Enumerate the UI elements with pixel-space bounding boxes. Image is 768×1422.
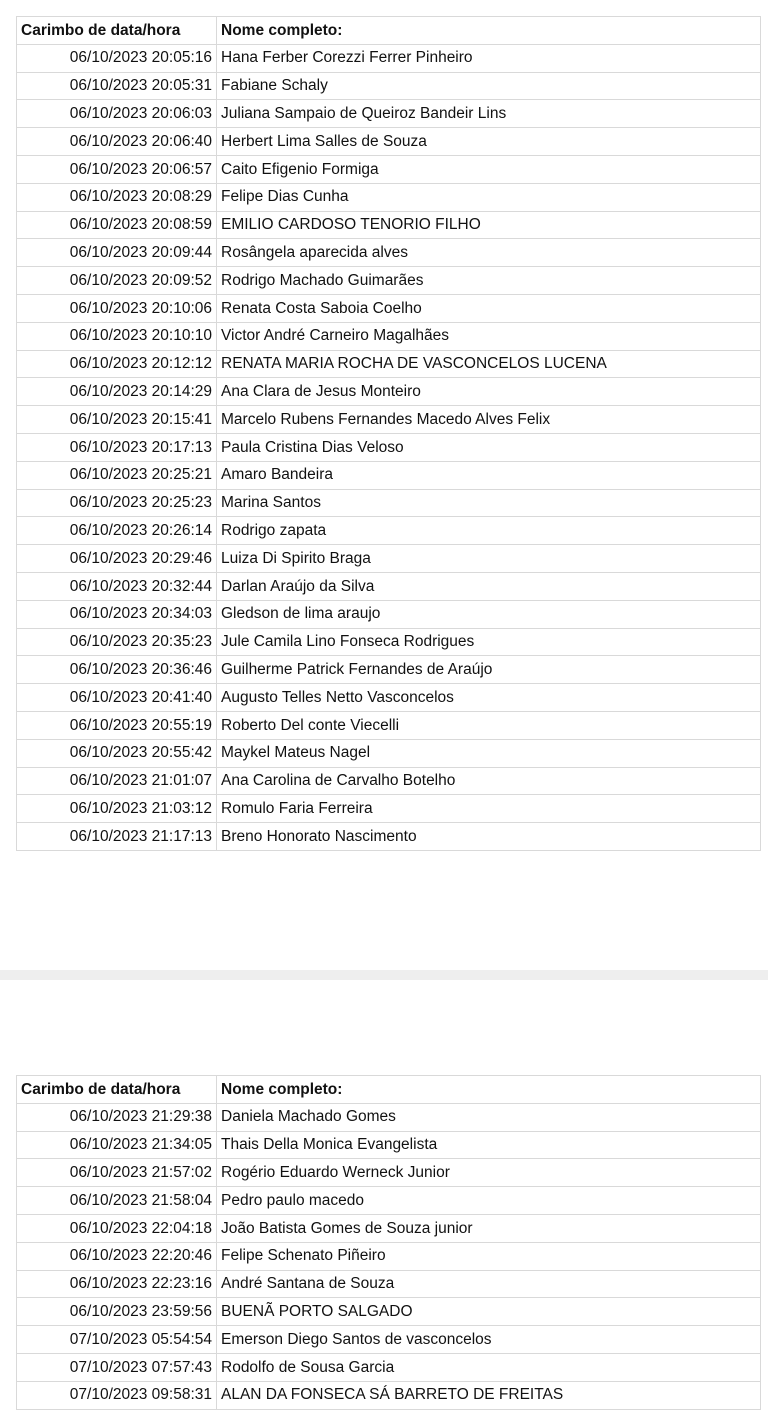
timestamp-cell: 06/10/2023 20:34:03 [17,600,217,628]
name-cell: BUENÃ PORTO SALGADO [217,1298,761,1326]
table-body [17,44,761,850]
table-row [17,322,761,350]
table-row [17,378,761,406]
table-row [17,1353,761,1381]
name-cell: Paula Cristina Dias Veloso [217,433,761,461]
table-row [17,823,761,851]
timestamp-cell: 06/10/2023 22:20:46 [17,1242,217,1270]
table-row [17,72,761,100]
table-row [17,711,761,739]
name-cell: Romulo Faria Ferreira [217,795,761,823]
name-cell: Fabiane Schaly [217,72,761,100]
name-cell: Marcelo Rubens Fernandes Macedo Alves Felix [217,406,761,434]
name-cell: André Santana de Souza [217,1270,761,1298]
name-cell: Roberto Del conte Viecelli [217,711,761,739]
name-cell: Augusto Telles Netto Vasconcelos [217,684,761,712]
name-cell: Rodolfo de Sousa Garcia [217,1353,761,1381]
name-cell: Rosângela aparecida alves [217,239,761,267]
name-column-header: Nome completo: [217,17,761,45]
timestamp-cell: 06/10/2023 21:29:38 [17,1103,217,1131]
table-row [17,1381,761,1409]
name-cell: Herbert Lima Salles de Souza [217,128,761,156]
document-page-2 [0,980,768,1422]
timestamp-cell: 07/10/2023 09:58:31 [17,1381,217,1409]
timestamp-cell: 06/10/2023 21:03:12 [17,795,217,823]
table-row [17,433,761,461]
name-cell: João Batista Gomes de Souza junior [217,1214,761,1242]
table-row [17,294,761,322]
timestamp-cell: 06/10/2023 20:06:40 [17,128,217,156]
name-cell: Daniela Machado Gomes [217,1103,761,1131]
table-row [17,239,761,267]
timestamp-cell: 06/10/2023 20:25:21 [17,461,217,489]
name-cell: Thais Della Monica Evangelista [217,1131,761,1159]
name-cell: EMILIO CARDOSO TENORIO FILHO [217,211,761,239]
timestamp-cell: 07/10/2023 07:57:43 [17,1353,217,1381]
timestamp-column-header: Carimbo de data/hora [17,1076,217,1104]
table-row [17,517,761,545]
timestamp-cell: 06/10/2023 20:09:52 [17,267,217,295]
name-cell: Pedro paulo macedo [217,1187,761,1215]
name-cell: Juliana Sampaio de Queiroz Bandeir Lins [217,100,761,128]
table-row [17,1159,761,1187]
table-row [17,1242,761,1270]
table-row [17,350,761,378]
table-row [17,739,761,767]
table-row [17,628,761,656]
table-row [17,155,761,183]
name-cell: Rogério Eduardo Werneck Junior [217,1159,761,1187]
timestamp-cell: 06/10/2023 20:15:41 [17,406,217,434]
table-row [17,656,761,684]
name-cell: Felipe Schenato Piñeiro [217,1242,761,1270]
timestamp-cell: 07/10/2023 05:54:54 [17,1326,217,1354]
table-row [17,100,761,128]
table-row [17,572,761,600]
timestamp-cell: 06/10/2023 20:25:23 [17,489,217,517]
timestamp-cell: 06/10/2023 20:12:12 [17,350,217,378]
timestamp-cell: 06/10/2023 20:36:46 [17,656,217,684]
table-row [17,44,761,72]
name-cell: ALAN DA FONSECA SÁ BARRETO DE FREITAS [217,1381,761,1409]
table-row [17,128,761,156]
name-cell: Ana Carolina de Carvalho Botelho [217,767,761,795]
name-cell: Hana Ferber Corezzi Ferrer Pinheiro [217,44,761,72]
table-row [17,211,761,239]
timestamp-column-header: Carimbo de data/hora [17,17,217,45]
name-cell: Luiza Di Spirito Braga [217,545,761,573]
name-cell: Caito Efigenio Formiga [217,155,761,183]
name-cell: Breno Honorato Nascimento [217,823,761,851]
timestamp-cell: 06/10/2023 20:17:13 [17,433,217,461]
timestamp-cell: 06/10/2023 20:55:19 [17,711,217,739]
name-cell: Emerson Diego Santos de vasconcelos [217,1326,761,1354]
page-separator [0,970,768,980]
name-cell: Rodrigo Machado Guimarães [217,267,761,295]
timestamp-cell: 06/10/2023 20:08:29 [17,183,217,211]
table-row [17,600,761,628]
timestamp-cell: 06/10/2023 20:09:44 [17,239,217,267]
timestamp-cell: 06/10/2023 20:06:03 [17,100,217,128]
table-row [17,1298,761,1326]
timestamp-cell: 06/10/2023 21:57:02 [17,1159,217,1187]
table-row [17,795,761,823]
timestamp-cell: 06/10/2023 21:01:07 [17,767,217,795]
table-row [17,267,761,295]
name-cell: RENATA MARIA ROCHA DE VASCONCELOS LUCENA [217,350,761,378]
table-header-row [17,17,761,45]
timestamp-cell: 06/10/2023 22:23:16 [17,1270,217,1298]
timestamp-cell: 06/10/2023 20:32:44 [17,572,217,600]
table-row [17,545,761,573]
responses-table-page-2 [16,1075,761,1410]
table-row [17,1270,761,1298]
timestamp-cell: 06/10/2023 20:55:42 [17,739,217,767]
timestamp-cell: 06/10/2023 20:10:10 [17,322,217,350]
timestamp-cell: 06/10/2023 20:41:40 [17,684,217,712]
table-row [17,1103,761,1131]
table-row [17,684,761,712]
timestamp-cell: 06/10/2023 21:58:04 [17,1187,217,1215]
timestamp-cell: 06/10/2023 20:10:06 [17,294,217,322]
name-cell: Maykel Mateus Nagel [217,739,761,767]
table-row [17,1214,761,1242]
table-row [17,461,761,489]
table-row [17,767,761,795]
table-header-row [17,1076,761,1104]
name-cell: Rodrigo zapata [217,517,761,545]
name-cell: Marina Santos [217,489,761,517]
timestamp-cell: 06/10/2023 20:29:46 [17,545,217,573]
timestamp-cell: 06/10/2023 20:06:57 [17,155,217,183]
name-cell: Renata Costa Saboia Coelho [217,294,761,322]
table-row [17,406,761,434]
timestamp-cell: 06/10/2023 20:35:23 [17,628,217,656]
timestamp-cell: 06/10/2023 20:05:31 [17,72,217,100]
timestamp-cell: 06/10/2023 20:05:16 [17,44,217,72]
name-cell: Felipe Dias Cunha [217,183,761,211]
timestamp-cell: 06/10/2023 20:26:14 [17,517,217,545]
table-row [17,1187,761,1215]
table-row [17,1131,761,1159]
name-cell: Darlan Araújo da Silva [217,572,761,600]
timestamp-cell: 06/10/2023 23:59:56 [17,1298,217,1326]
table-row [17,489,761,517]
name-cell: Jule Camila Lino Fonseca Rodrigues [217,628,761,656]
table-body [17,1103,761,1409]
name-cell: Amaro Bandeira [217,461,761,489]
responses-table-page-1 [16,16,761,851]
name-cell: Victor André Carneiro Magalhães [217,322,761,350]
name-column-header: Nome completo: [217,1076,761,1104]
table-row [17,183,761,211]
name-cell: Ana Clara de Jesus Monteiro [217,378,761,406]
table-row [17,1326,761,1354]
timestamp-cell: 06/10/2023 21:17:13 [17,823,217,851]
timestamp-cell: 06/10/2023 21:34:05 [17,1131,217,1159]
timestamp-cell: 06/10/2023 20:08:59 [17,211,217,239]
name-cell: Gledson de lima araujo [217,600,761,628]
name-cell: Guilherme Patrick Fernandes de Araújo [217,656,761,684]
timestamp-cell: 06/10/2023 22:04:18 [17,1214,217,1242]
timestamp-cell: 06/10/2023 20:14:29 [17,378,217,406]
